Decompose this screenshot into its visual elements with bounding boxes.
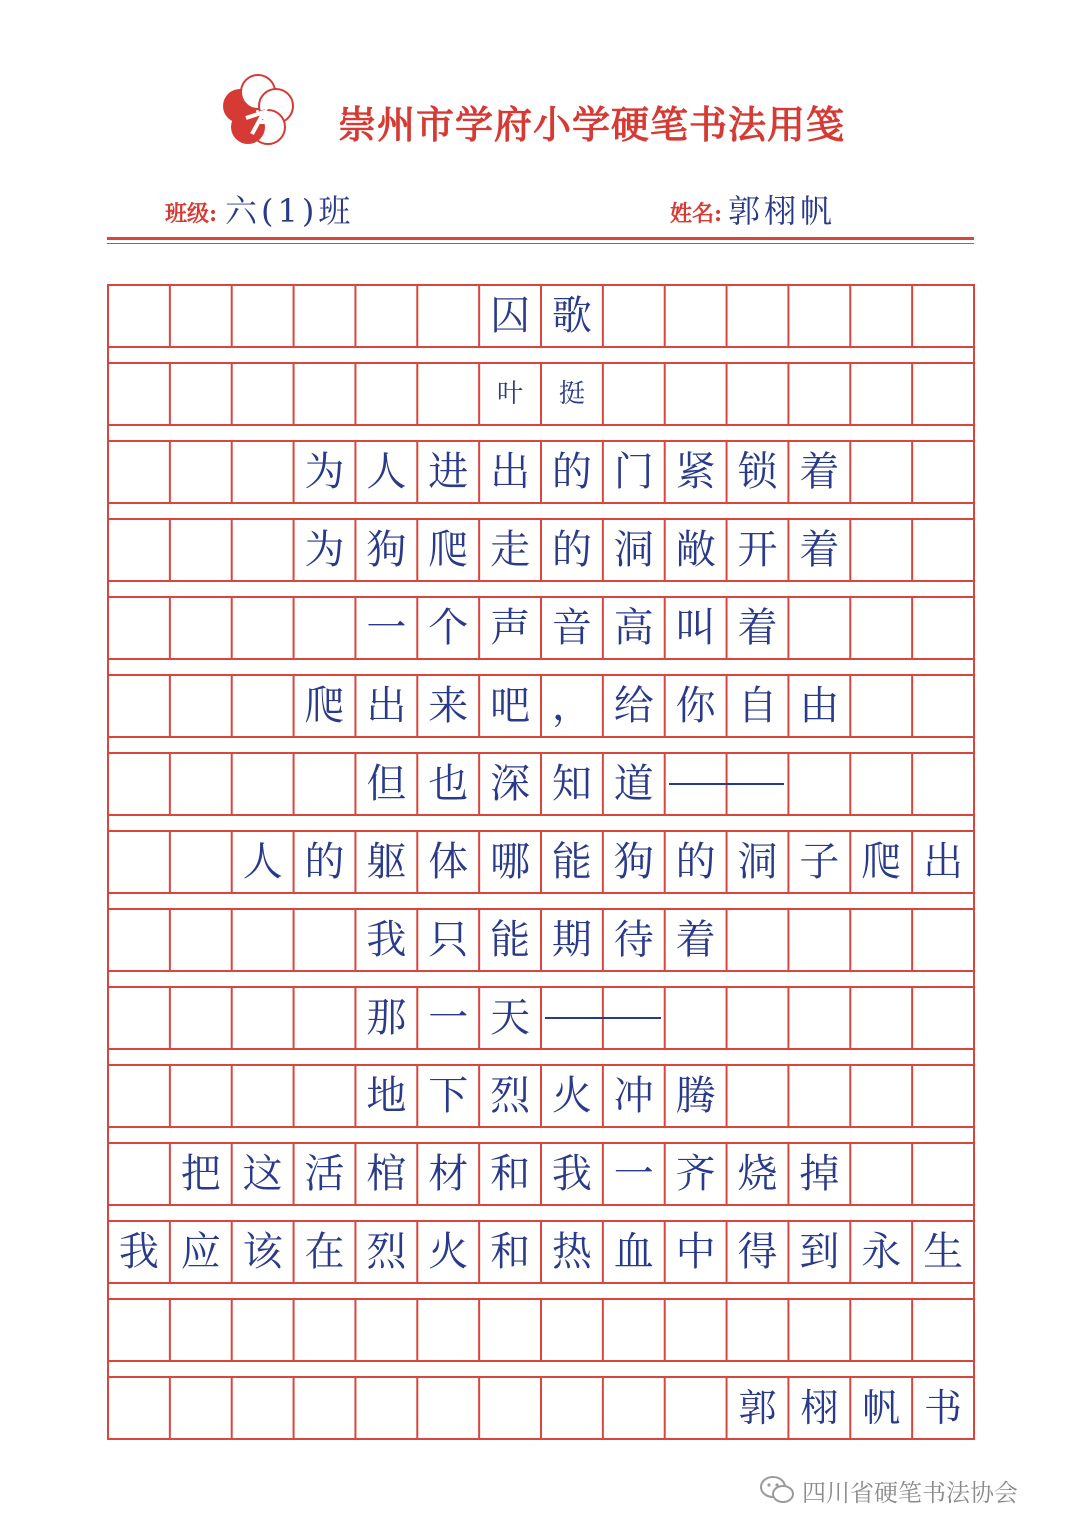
poem-char: 爬 [304,683,345,729]
wechat-icon [760,1475,794,1505]
poem-char: 叫 [675,605,716,651]
poem-char: 着 [799,449,840,495]
poem-char: 洞 [737,839,778,885]
poem-char: 着 [675,917,716,963]
poem-title-char: 歌 [551,293,592,339]
poem-char: 为 [304,527,345,573]
poem-char: 由 [799,683,840,729]
poem-char: 你 [675,683,716,729]
poem-char: 出 [490,449,531,495]
poem-char: 我 [551,1151,592,1197]
poem-char: 进 [428,449,469,495]
poem-char: 齐 [675,1151,716,1197]
poem-char: 烈 [366,1229,407,1275]
poem-char: 洞 [613,527,654,573]
poem-char: 敞 [675,527,716,573]
poem-char: 火 [428,1229,469,1275]
poem-char: 和 [490,1151,531,1197]
poem-title-char: 囚 [490,293,531,339]
poem-char: 烈 [490,1073,531,1119]
watermark [760,1470,1018,1510]
poem-char: 待 [613,917,654,963]
poem-char: 一 [366,605,407,651]
poem-char: 冲 [613,1073,654,1119]
poem-char: 的 [551,527,592,573]
dash-mark [669,783,785,785]
dash-mark [545,1017,661,1019]
poem-char: 的 [304,839,345,885]
poem-char: 开 [737,527,778,573]
poem-char: 深 [490,761,531,807]
class-value: 六(1)班 [225,192,355,230]
page-title: 崇州市学府小学硬笔书法用笺 [338,102,846,147]
signature-char: 书 [924,1386,963,1430]
poem-char: 躯 [366,839,407,885]
poem-char: 哪 [490,839,531,885]
poem-char: 烧 [737,1151,778,1197]
poem-char: 在 [304,1229,345,1275]
poem-char: 但 [366,761,407,807]
poem-char: 能 [551,839,592,885]
poem-char: 天 [490,995,531,1041]
poem-char: 只 [428,917,469,963]
poem-char: 知 [551,761,592,807]
poem-char: 吧 [490,683,531,729]
poem-char: 热 [551,1229,592,1275]
poem-author-char: 挺 [558,379,585,409]
poem-char: 音 [551,605,592,651]
poem-char: 着 [737,605,778,651]
poem-char: 子 [799,839,840,885]
poem-char: 血 [613,1229,654,1275]
poem-char: 能 [490,917,531,963]
poem-char: 火 [551,1073,592,1119]
poem-char: 掉 [799,1151,840,1197]
poem-char: ， [551,683,592,729]
poem-char: 声 [490,605,531,651]
poem-char: 腾 [675,1073,716,1119]
poem-char: 的 [551,449,592,495]
signature-char: 郭 [738,1386,777,1430]
watermark-text: 四川省硬笔书法协会 [802,1478,1018,1507]
poem-char: 道 [613,761,654,807]
poem-char: 狗 [366,527,407,573]
poem-char: 爬 [428,527,469,573]
poem-char: 生 [923,1229,964,1275]
poem-char: 人 [366,449,407,495]
poem-char: 材 [428,1151,469,1197]
poem-char: 应 [180,1229,221,1275]
signature-char: 帆 [862,1386,901,1430]
poem-char: 下 [428,1073,469,1119]
poem-char: 着 [799,527,840,573]
poem-char: 得 [737,1229,778,1275]
poem-char: 爬 [861,839,902,885]
poem-char: 我 [118,1229,159,1275]
poem-char: 和 [490,1229,531,1275]
name-label: 姓名: [670,201,723,227]
poem-char: 永 [861,1229,902,1275]
poem-char: 紧 [675,449,716,495]
poem-char: 活 [304,1151,345,1197]
poem-char: 狗 [613,839,654,885]
poem-char: 那 [366,995,407,1041]
poem-char: 人 [242,839,283,885]
poem-char: 棺 [366,1151,407,1197]
poem-char: 把 [180,1151,221,1197]
name-value: 郭栩帆 [728,192,837,230]
poem-char: 出 [923,839,964,885]
poem-char: 体 [428,839,469,885]
poem-char: 期 [551,917,592,963]
poem-char: 这 [242,1151,283,1197]
poem-char: 给 [613,683,654,729]
poem-char: 到 [799,1229,840,1275]
poem-char: 一 [428,995,469,1041]
signature-char: 栩 [800,1386,839,1430]
poem-char: 该 [242,1229,283,1275]
poem-char: 地 [366,1073,407,1119]
poem-author-char: 叶 [497,379,524,409]
poem-char: 自 [737,683,778,729]
poem-char: 的 [675,839,716,885]
poem-char: 一 [613,1151,654,1197]
poem-char: 为 [304,449,345,495]
poem-char: 门 [613,449,654,495]
poem-char: 中 [675,1229,716,1275]
poem-char: 出 [366,683,407,729]
poem-char: 走 [490,527,531,573]
poem-char: 高 [613,605,654,651]
poem-char: 个 [428,605,469,651]
poem-char: 也 [428,761,469,807]
poem-char: 来 [428,683,469,729]
poem-char: 锁 [737,449,778,495]
poem-char: 我 [366,917,407,963]
class-label: 班级: [165,201,218,227]
